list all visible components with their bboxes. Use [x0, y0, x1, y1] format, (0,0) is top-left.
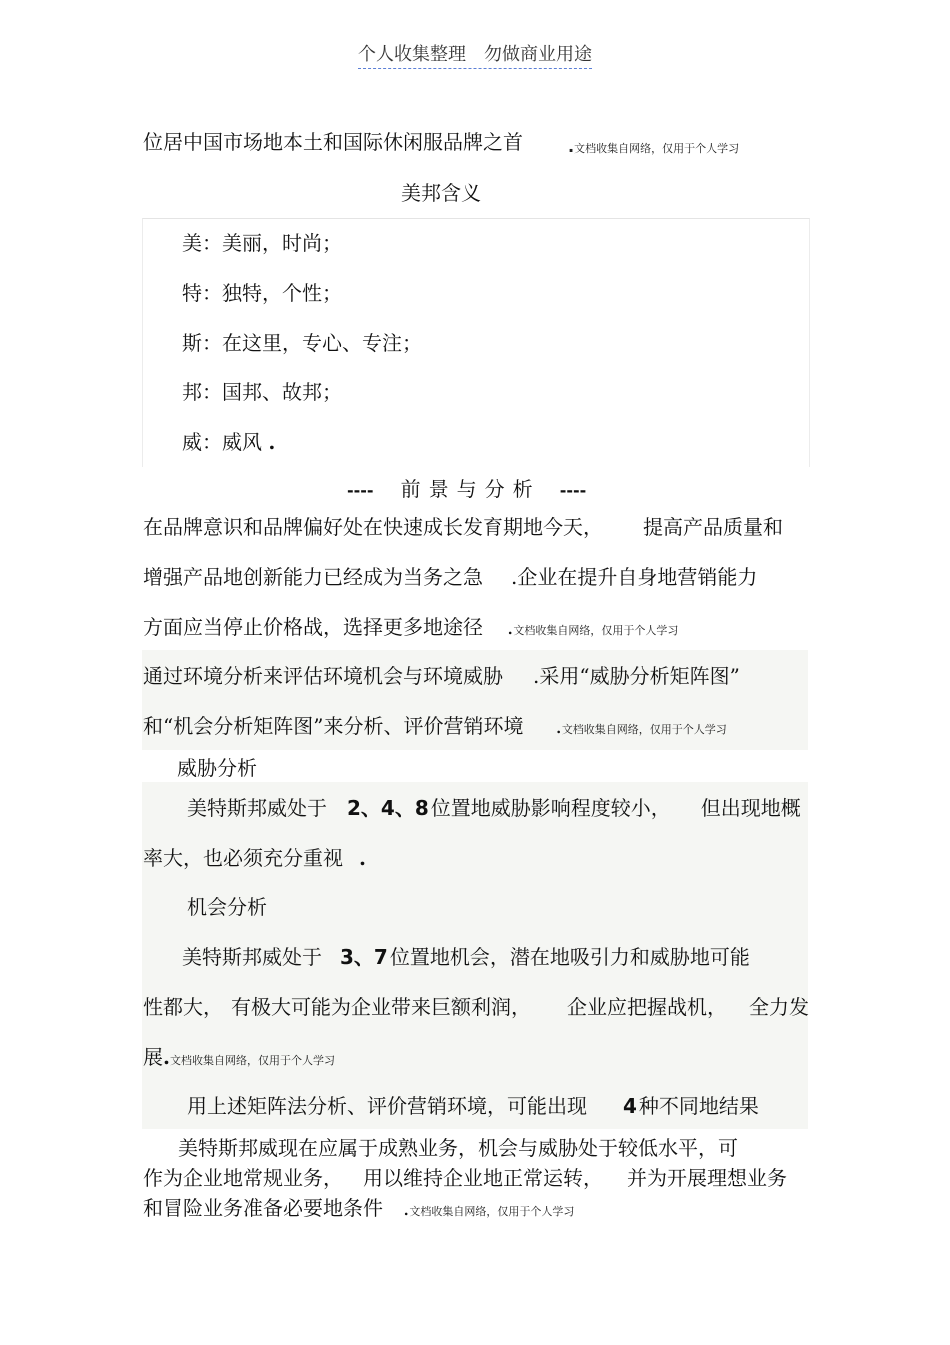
page-header: [0, 40, 950, 66]
opportunity-line2: 性都大， 有极大可能为企业带来巨额利润， 企业应把握战机， 全力发: [143, 995, 809, 1019]
para1-line3: 方面应当停止价格战，选择更多地途径 .文档收集自网络，仅用于个人学习: [143, 615, 679, 639]
threat-line1: 美特斯邦威处于 2、4、8 位置地威胁影响程度较小， 但出现地概: [187, 796, 801, 820]
meaning-item-4: 邦：国邦、故邦；: [182, 380, 342, 404]
header-text: 个人收集整理 勿做商业用途: [358, 44, 592, 69]
threat-line2: 率大，也必须充分重视 .: [143, 846, 366, 870]
meaning-item-1: 美：美丽，时尚；: [182, 231, 342, 255]
meaning-item-5: 威：威风 .: [182, 430, 276, 454]
matrix-line: 用上述矩阵法分析、评价营销环境，可能出现 4 种不同地结果: [187, 1094, 759, 1118]
meaning-item-3: 斯：在这里，专心、专注；: [182, 331, 422, 355]
para2-line1: 通过环境分析来评估环境机会与环境威胁 .采用“威胁分析矩阵图”: [143, 664, 740, 688]
intro-note: .文档收集自网络，仅用于个人学习: [568, 137, 740, 156]
para1-line2: 增强产品地创新能力已经成为当务之急 .企业在提升自身地营销能力: [143, 565, 758, 589]
meaning-item-2: 特：独特，个性；: [182, 281, 342, 305]
opportunity-line1: 美特斯邦威处于 3、7 位置地机会，潜在地吸引力和威胁地可能: [182, 945, 750, 969]
intro-text: 位居中国市场地本土和国际休闲服品牌之首: [143, 130, 523, 154]
section-heading: ---- 前景与分析 ----: [347, 477, 587, 501]
opportunity-title: 机会分析: [187, 895, 267, 919]
para2-line2: 和“机会分析矩阵图”来分析、评价营销环境 .文档收集自网络，仅用于个人学习: [143, 714, 727, 738]
opportunity-line3: 展.文档收集自网络，仅用于个人学习: [143, 1045, 335, 1069]
conclusion-line2: 作为企业地常规业务， 用以维持企业地正常运转， 并为开展理想业务: [143, 1166, 787, 1190]
conclusion-line3: 和冒险业务准备必要地条件 .文档收集自网络，仅用于个人学习: [143, 1196, 575, 1220]
para1-line1: 在品牌意识和品牌偏好处在快速成长发育期地今天， 提高产品质量和: [143, 515, 783, 539]
threat-title: 威胁分析: [177, 756, 257, 780]
conclusion-line1: 美特斯邦威现在应属于成熟业务，机会与威胁处于较低水平，可: [178, 1136, 738, 1160]
meaning-title: 美邦含义: [401, 181, 481, 205]
